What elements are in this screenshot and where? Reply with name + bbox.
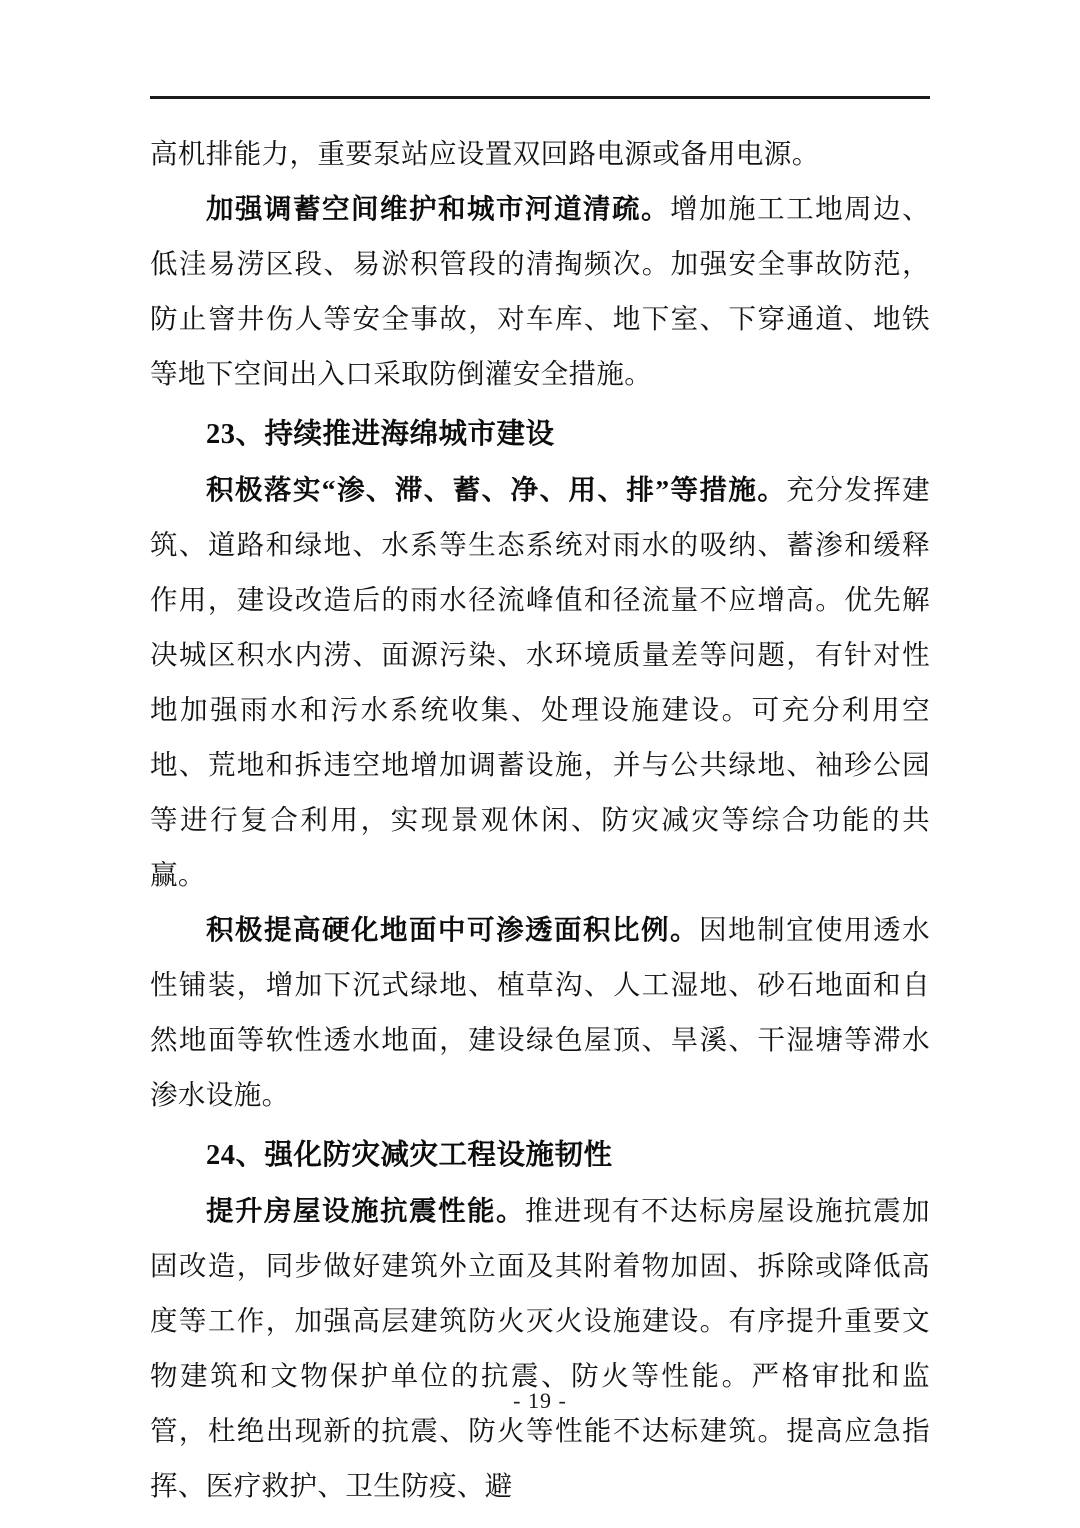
paragraph [150,181,930,401]
paragraph [150,1183,930,1513]
page-content-area [150,0,930,1528]
paragraph-lead: 积极落实“渗、滞、蓄、净、用、排”等措施。 [206,474,787,505]
paragraph-text: 因地制宜使用透水性铺装，增加下沉式绿地、植草沟、人工湿地、砂石地面和自然地面等软性透水地面，建设绿色屋顶、旱溪、干湿塘等滞水渗水设施。 [150,914,930,1110]
paragraph-text: 充分发挥建筑、道路和绿地、水系等生态系统对雨水的吸纳、蓄渗和缓释作用，建设改造后的雨水径流峰值和径流量不应增高。优先解决城区积水内涝、面源污染、水环境质量差等问题，有针对性地加强雨水和污水系统收集、处理设施建设。可充分利用空地、荒地和拆违空地增加调蓄设施，并与公共绿地、袖珍公园等进行复合利用，实现景观休闲、防灾减灾等综合功能的共赢。 [150,474,931,890]
section-heading-24: 24、强化防灾减灾工程设施韧性 [206,1140,613,1171]
document-body [150,126,930,1513]
paragraph [150,126,930,181]
paragraph-text: 高机排能力，重要泵站应设置双回路电源或备用电源。 [150,138,820,169]
header-divider [150,96,930,99]
paragraph-text: 增加施工工地周边、低洼易涝区段、易淤积管段的清掏频次。加强安全事故防范，防止窨井伤人等安全事故，对车库、地下室、下穿通道、地铁等地下空间出入口采取防倒灌安全措施。 [150,193,930,389]
paragraph-lead: 加强调蓄空间维护和城市河道清疏。 [206,193,671,224]
paragraph-lead: 积极提高硬化地面中可渗透面积比例。 [206,914,700,945]
paragraph-text: 推进现有不达标房屋设施抗震加固改造，同步做好建筑外立面及其附着物加固、拆除或降低高度等工作，加强高层建筑防火灭火设施建设。有序提升重要文物建筑和文物保护单位的抗震、防火等性能。严格审批和监管，杜绝出现新的抗震、防火等性能不达标建筑。提高应急指挥、医疗救护、卫生防疫、避 [150,1195,930,1501]
paragraph [150,462,930,902]
page-number: - 19 - [513,1388,567,1413]
paragraph-lead: 提升房屋设施抗震性能。 [206,1195,526,1226]
paragraph [150,902,930,1122]
section-heading-23: 23、持续推进海绵城市建设 [206,419,555,450]
